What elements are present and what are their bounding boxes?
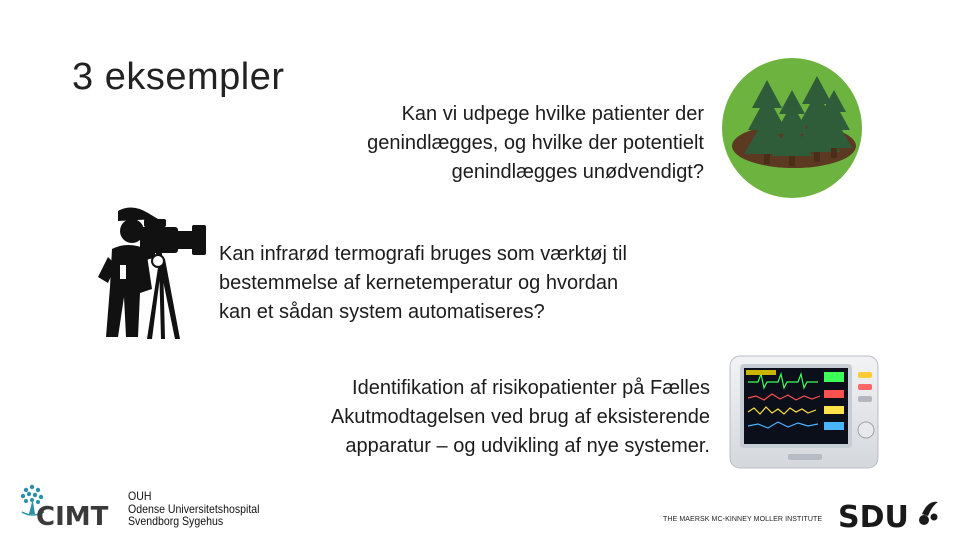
example-1-line-2: genindlægges, og hvilke der potentielt [367,132,704,154]
ouh-line-2: Odense Universitetshospital [128,501,260,516]
example-2-line-1: Kan infrarød termografi bruges som værktøj til [219,243,627,265]
example-2-text [219,240,627,327]
patient-monitor-image [728,352,884,472]
slide-title: 3 eksempler [72,56,285,98]
example-3-line-3: apparatur – og udvikling af nye systemer. [345,435,710,457]
ouh-line-3: Svendborg Sygehus [128,514,224,528]
camera-operator-icon [90,205,210,340]
example-2-line-3: kan et sådan system automatiseres? [219,301,545,323]
example-3-line-1: Identifikation af risikopatienter på Fælles [352,377,710,399]
forest-icon [722,58,862,198]
sdu-text: SDU [838,500,909,532]
cimt-logo [14,478,122,528]
sdu-logo [838,496,944,532]
ouh-line-1: OUH [128,489,152,503]
cimt-text: CIMT [36,502,109,528]
example-2-line-2: bestemmelse af kernetemperatur og hvordan [219,272,619,294]
ouh-logo-text [128,490,259,528]
example-1-text [367,100,704,187]
example-3-text [331,374,710,461]
example-1-line-3: genindlægges unødvendigt? [451,161,704,183]
example-3-line-2: Akutmodtagelsen ved brug af eksisterende [330,406,710,428]
maersk-institute-text: THE MAERSK MC-KINNEY MOLLER INSTITUTE [663,516,823,523]
example-1-line-1: Kan vi udpege hvilke patienter der [401,103,704,125]
